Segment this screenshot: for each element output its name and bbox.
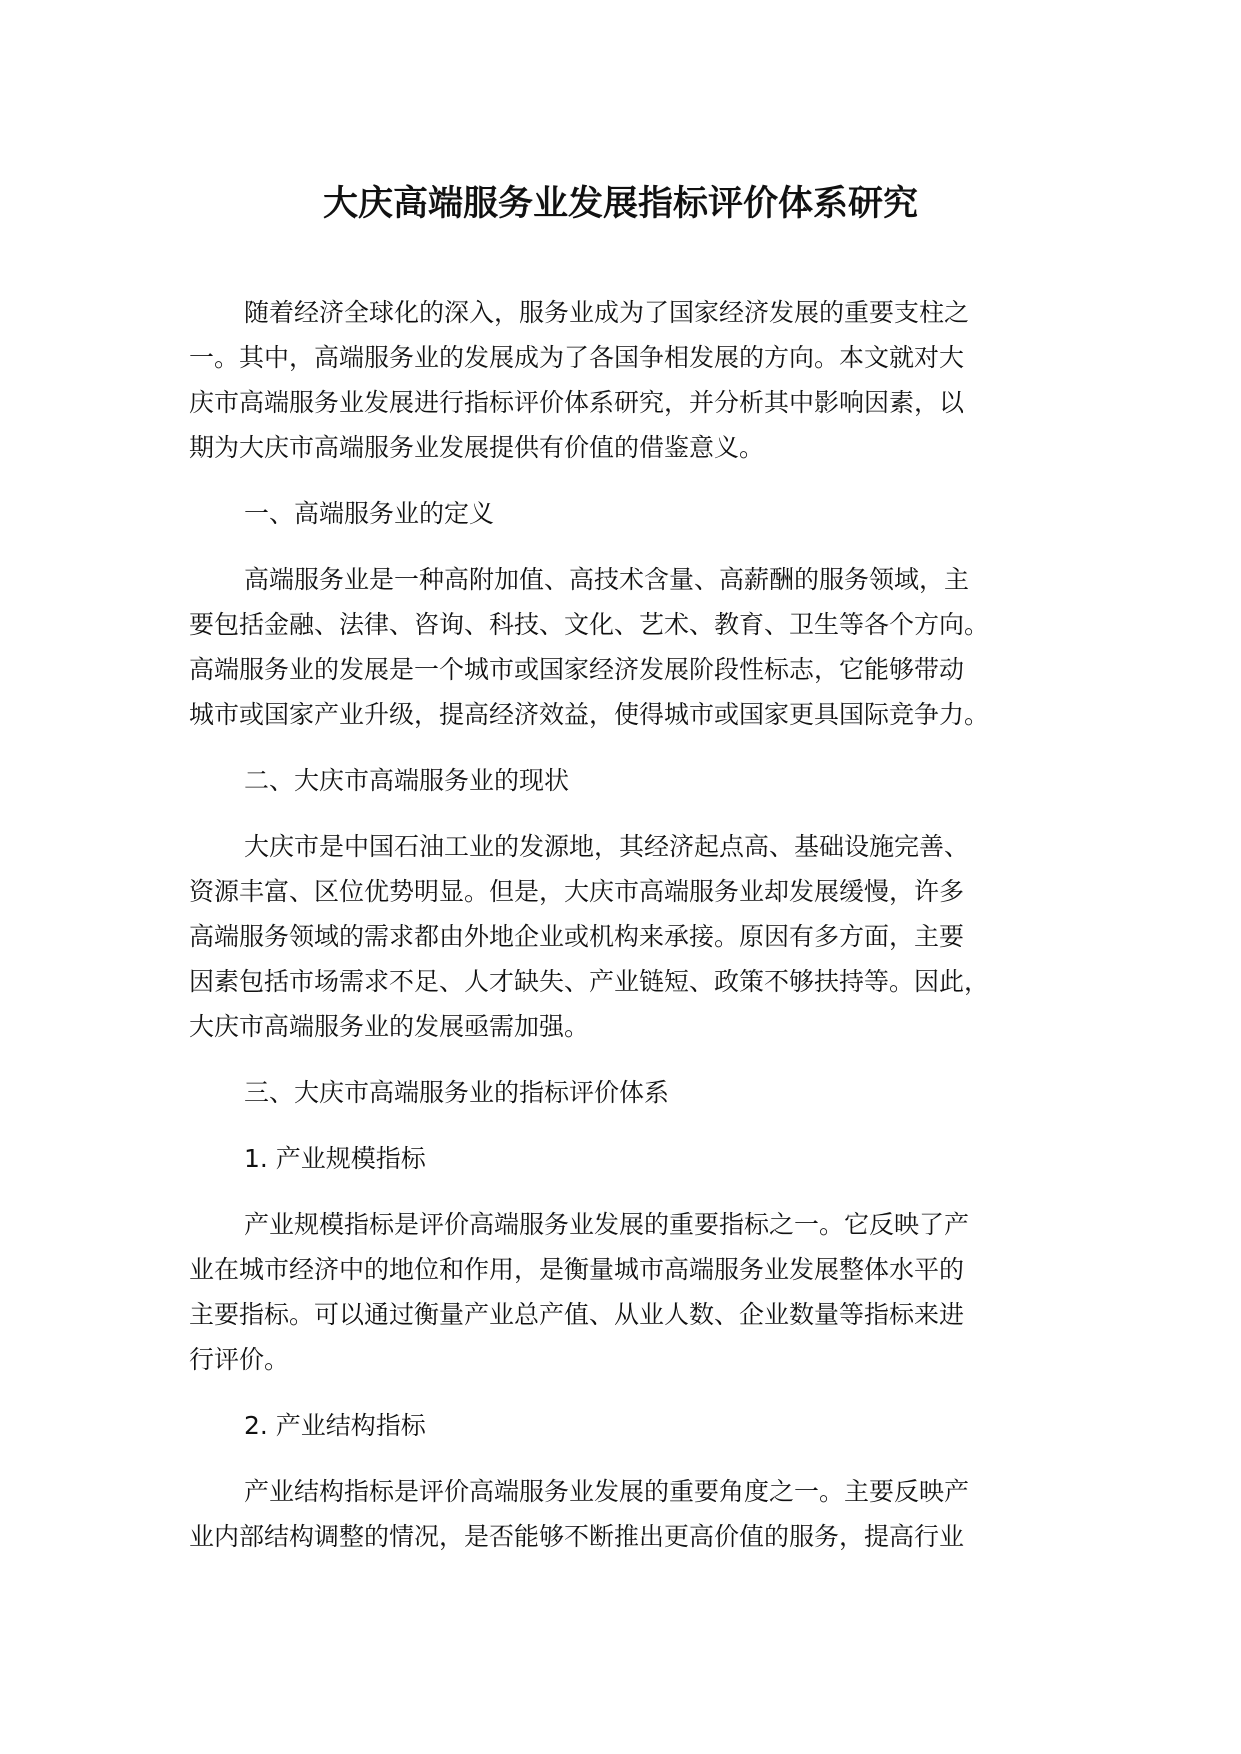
- section-heading: 三、大庆市高端服务业的指标评价体系: [244, 1078, 670, 1107]
- document-title: 大庆高端服务业发展指标评价体系研究: [322, 184, 918, 224]
- paragraph-line: 产业结构指标是评价高端服务业发展的重要角度之一。主要反映产: [244, 1477, 970, 1506]
- paragraph-line: 高端服务业是一种高附加值、高技术含量、高薪酬的服务领域，主: [244, 565, 970, 594]
- paragraph-line: 资源丰富、区位优势明显。但是，大庆市高端服务业却发展缓慢，许多: [189, 877, 965, 906]
- paragraph-line: 一。其中，高端服务业的发展成为了各国争相发展的方向。本文就对大: [189, 343, 965, 372]
- paragraph-line: 庆市高端服务业发展进行指标评价体系研究，并分析其中影响因素，以: [189, 388, 965, 417]
- section-heading: 一、高端服务业的定义: [244, 499, 495, 528]
- paragraph-line: 高端服务领域的需求都由外地企业或机构来承接。原因有多方面，主要: [189, 922, 965, 951]
- subsection-heading: 2. 产业结构指标: [244, 1411, 426, 1440]
- paragraph-line: 高端服务业的发展是一个城市或国家经济发展阶段性标志，它能够带动: [189, 655, 965, 684]
- paragraph-line: 要包括金融、法律、咨询、科技、文化、艺术、教育、卫生等各个方向。: [189, 610, 990, 639]
- paragraph-line: 主要指标。可以通过衡量产业总产值、从业人数、企业数量等指标来进: [189, 1300, 965, 1329]
- paragraph-line: 业内部结构调整的情况，是否能够不断推出更高价值的服务，提高行业: [189, 1522, 965, 1551]
- paragraph-line: 大庆市高端服务业的发展亟需加强。: [189, 1012, 590, 1041]
- paragraph-line: 产业规模指标是评价高端服务业发展的重要指标之一。它反映了产: [244, 1210, 970, 1239]
- paragraph-line: 城市或国家产业升级，提高经济效益，使得城市或国家更具国际竞争力。: [189, 700, 990, 729]
- subsection-heading: 1. 产业规模指标: [244, 1144, 426, 1173]
- paragraph-line: 因素包括市场需求不足、人才缺失、产业链短、政策不够扶持等。因此，: [189, 967, 990, 996]
- paragraph-line: 业在城市经济中的地位和作用，是衡量城市高端服务业发展整体水平的: [189, 1255, 965, 1284]
- paragraph-line: 随着经济全球化的深入，服务业成为了国家经济发展的重要支柱之: [244, 298, 970, 327]
- section-heading: 二、大庆市高端服务业的现状: [244, 766, 570, 795]
- paragraph-line: 行评价。: [189, 1345, 290, 1374]
- paragraph-line: 大庆市是中国石油工业的发源地，其经济起点高、基础设施完善、: [244, 832, 970, 861]
- paragraph-line: 期为大庆市高端服务业发展提供有价值的借鉴意义。: [189, 433, 765, 462]
